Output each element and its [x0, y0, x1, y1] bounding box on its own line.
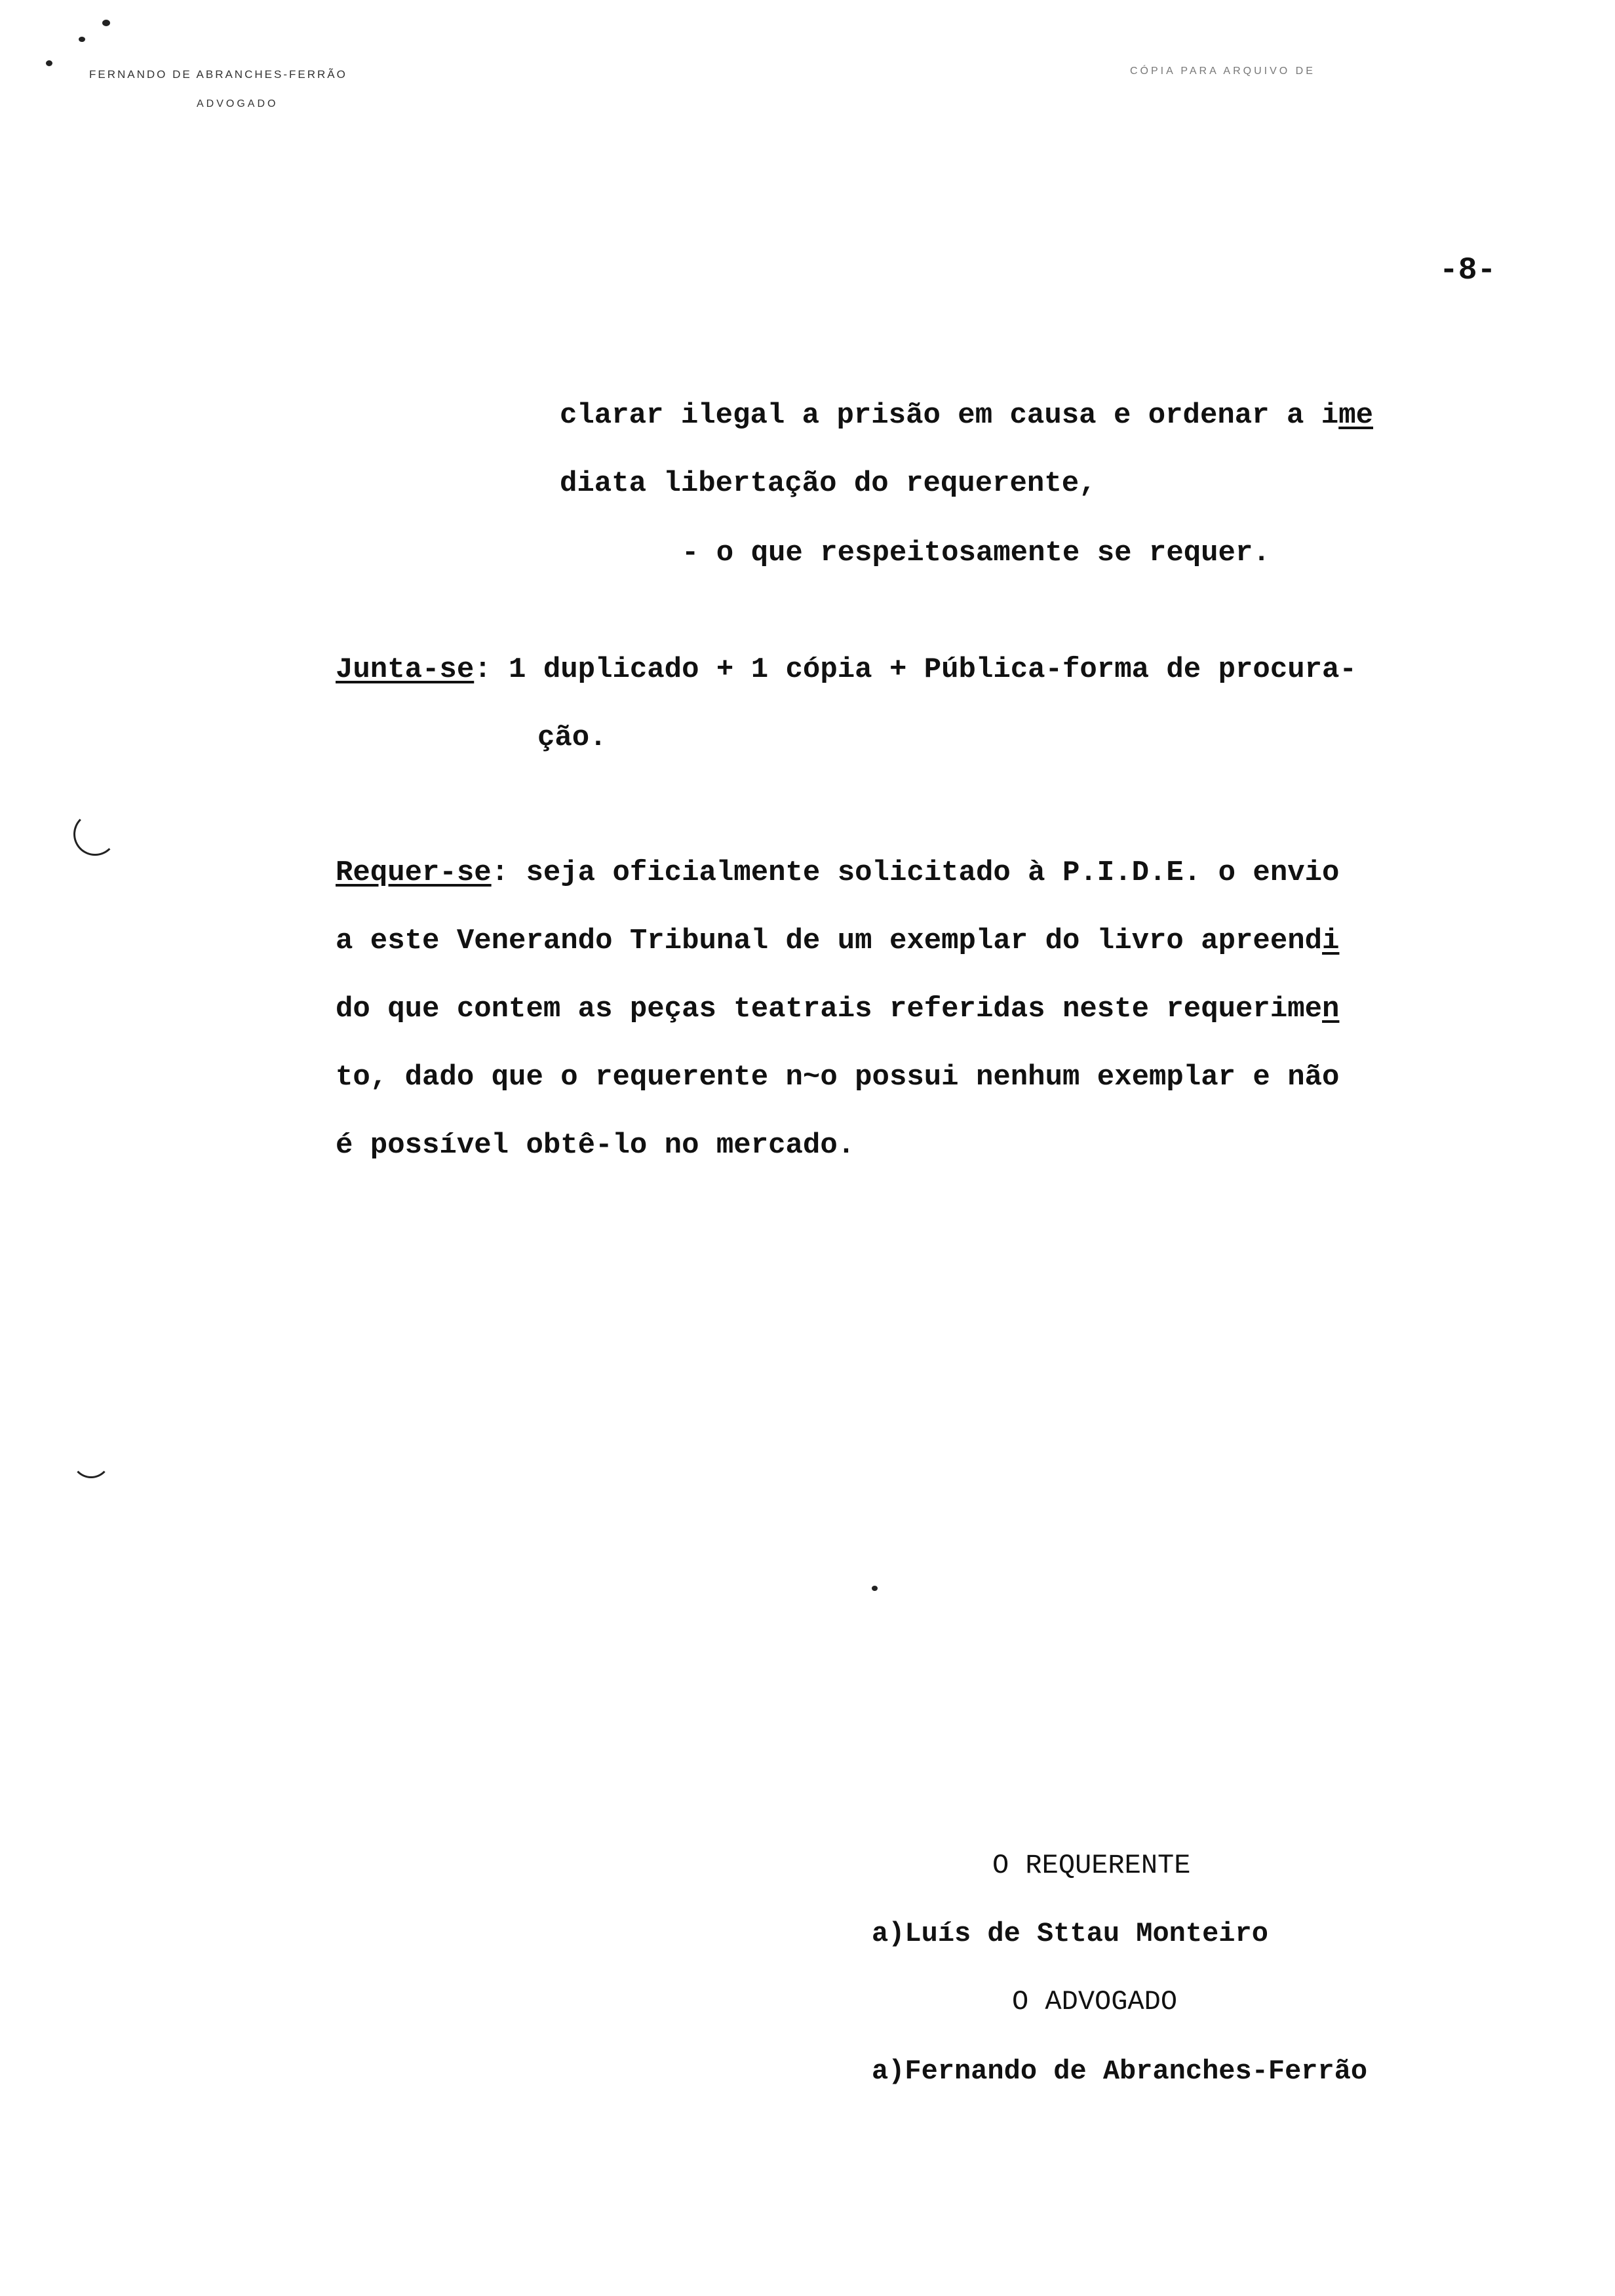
requer-line — [336, 858, 1339, 887]
ink-mark — [102, 20, 110, 26]
requer-text-underlined: n — [1322, 993, 1340, 1025]
hole-punch-mark — [71, 1435, 111, 1478]
ink-mark — [46, 60, 52, 66]
advogado-signature: a)Fernando de Abranches-Ferrão — [872, 2056, 1368, 2087]
requer-text: a este Venerando Tribunal de um exemplar do livro apreend — [336, 925, 1323, 957]
junta-text: : 1 duplicado + 1 cópia + Pública-forma de procura- — [474, 653, 1357, 686]
page-number: -8- — [1439, 253, 1496, 288]
junta-line: ção. — [537, 721, 607, 754]
requer-text-underlined: i — [1322, 925, 1340, 957]
requer-text: : seja oficialmente solicitado à P.I.D.E. o envio — [491, 856, 1340, 889]
letterhead-title: ADVOGADO — [197, 98, 279, 109]
requer-line: to, dado que o requerente n~o possui nenhum exemplar e não — [336, 1061, 1340, 1094]
junta-line — [336, 655, 1357, 684]
ink-mark — [872, 1586, 878, 1591]
body-line: - o que respeitosamente se requer. — [682, 537, 1270, 569]
requer-line — [336, 995, 1339, 1024]
advogado-heading: O ADVOGADO — [1012, 1986, 1178, 2018]
requer-line: é possível obtê-lo no mercado. — [336, 1129, 855, 1162]
letterhead-name: FERNANDO DE ABRANCHES-FERRÃO — [89, 68, 347, 81]
hole-punch-mark — [73, 813, 117, 856]
requerente-signature: a)Luís de Sttau Monteiro — [872, 1918, 1268, 1949]
body-text: clarar ilegal a prisão em causa e ordenar a i — [560, 399, 1339, 432]
requer-line — [336, 927, 1339, 955]
requer-label: Requer-se — [336, 856, 492, 889]
body-line: diata libertação do requerente, — [560, 467, 1097, 500]
archive-stamp: CÓPIA PARA ARQUIVO DE — [1130, 66, 1315, 77]
body-line — [560, 401, 1373, 430]
ink-mark — [79, 37, 85, 42]
junta-label: Junta-se — [336, 653, 475, 686]
requerente-heading: O REQUERENTE — [992, 1850, 1191, 1881]
requer-text: do que contem as peças teatrais referidas neste requerime — [336, 993, 1323, 1025]
body-text-underlined: me — [1338, 399, 1374, 432]
